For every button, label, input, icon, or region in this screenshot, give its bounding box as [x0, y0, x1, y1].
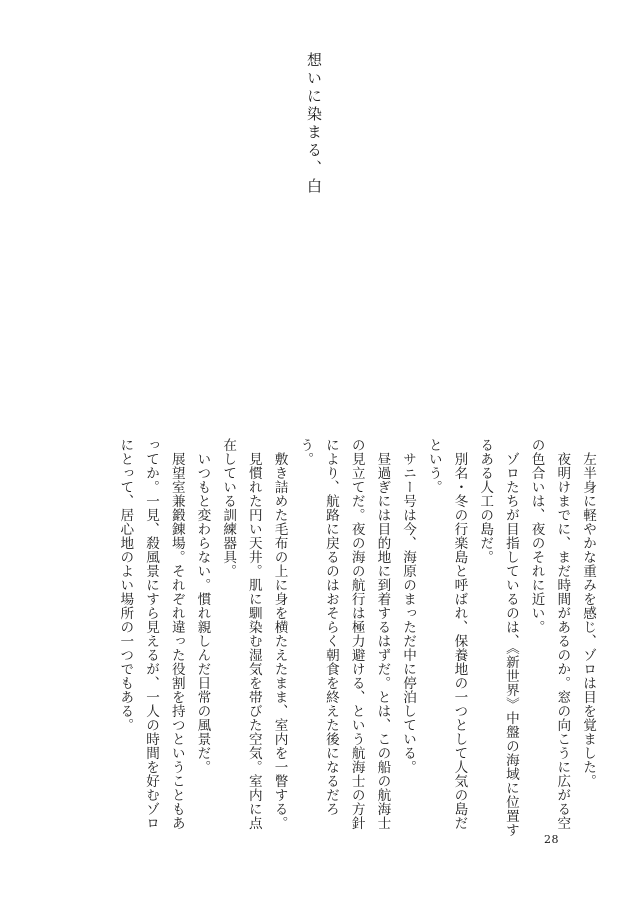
paragraph: 昼過ぎには目的地に到着するはずだ。とは、この船の航海士の見立てだ。夜の海の航行は極力避ける、という航海士の方針により、航路に戻るのはおそらく朝食を終えた後になるだろう。 — [297, 438, 391, 830]
paragraph: 左半身に軽やかな重みを感じ、ゾロは目を覚ました。 — [580, 438, 596, 788]
page-number: 28 — [544, 833, 559, 846]
body-text — [112, 438, 600, 838]
paragraph: 展望室兼鍛錬場。それぞれ違った役割を持つということもあってか。一見、殺風景にすら見えるが、一人の時間を好むゾロにとって、居心地のよい場所の一つでもある。 — [117, 438, 185, 830]
paragraph: 夜明けまでに、まだ時間があるのか。窓の向こうに広がる空の色合いは、夜のそれに近い。 — [528, 438, 571, 830]
paragraph: サニー号は今、海原のまっただ中に停泊している。 — [400, 438, 417, 774]
paragraph: ゾロたちが目指しているのは、《新世界》中盤の海域に位置するある人工の島だ。 — [477, 438, 519, 838]
paragraph: 別名・冬の行楽島と呼ばれ、保養地の一つとして人気の島だという。 — [425, 438, 468, 830]
paragraph: 敷き詰めた毛布の上に身を横たえたまま、室内を一瞥する。 — [271, 438, 288, 830]
paragraph: いつもと変わらない。慣れ親しんだ日常の風景だ。 — [194, 438, 211, 774]
chapter-title: 想いに染まる、白 — [305, 52, 323, 196]
paragraph: 見慣れた円い天井。肌に馴染む湿気を帯びた空気。室内に点在している訓練器具。 — [220, 438, 262, 830]
